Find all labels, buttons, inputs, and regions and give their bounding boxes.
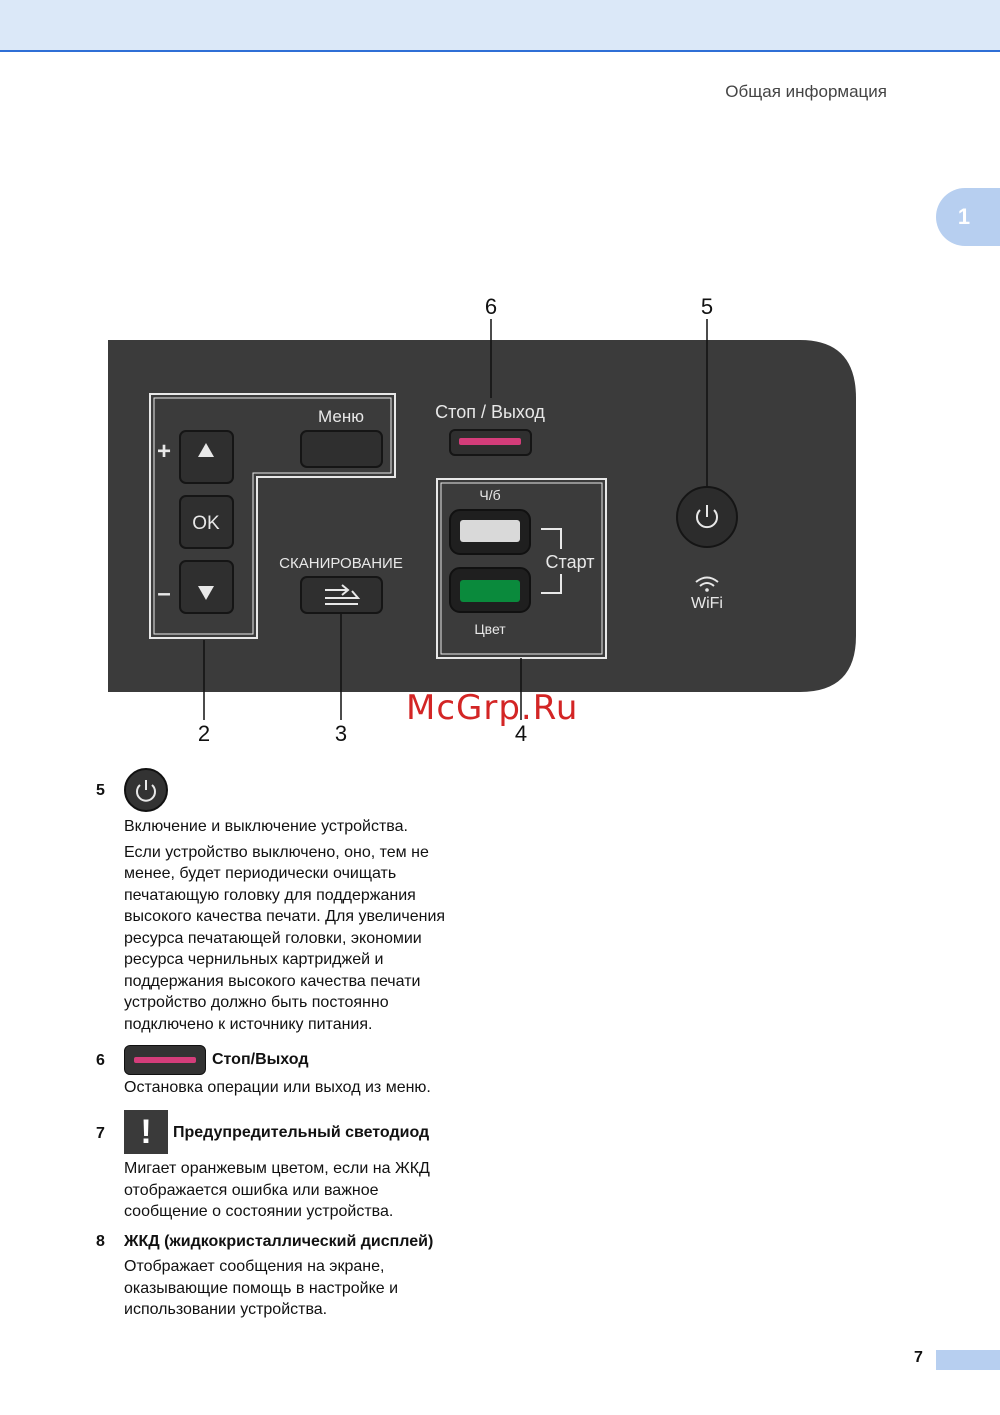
item-description (124, 816, 445, 1035)
color-label: Цвет (474, 621, 506, 637)
callout-3: 3 (334, 721, 348, 746)
watermark: McGrp.Ru (406, 688, 579, 728)
top-banner (0, 0, 1000, 52)
desc-line: менее, будет периодически очищать (124, 865, 397, 882)
scan-button (301, 577, 382, 613)
power-icon (124, 768, 168, 812)
desc-line: устройство должно быть постоянно (124, 994, 389, 1011)
warning-icon: ! (124, 1110, 168, 1154)
item-number: 6 (96, 1052, 105, 1069)
item-description (124, 1256, 398, 1321)
desc-line: Включение и выключение устройства. (124, 818, 408, 835)
wifi-label: WiFi (691, 595, 723, 612)
desc-line: Мигает оранжевым цветом, если на ЖКД (124, 1160, 430, 1177)
desc-line: сообщение о состоянии устройства. (124, 1203, 394, 1220)
control-panel-diagram (100, 290, 870, 750)
desc-line: поддержания высокого качества печати (124, 972, 421, 990)
desc-line: высокого качества печати. Для увеличения (124, 908, 446, 925)
item-number: 5 (96, 782, 105, 799)
mono-label: Ч/б (479, 487, 501, 503)
item-title: Стоп/Выход (212, 1051, 309, 1068)
stop-key-icon (124, 1045, 206, 1075)
desc-line: ресурса чернильных картриджей и (124, 951, 384, 968)
desc-line: Отображает сообщения на экране, (124, 1258, 385, 1275)
callout-2: 2 (197, 721, 211, 746)
callout-5: 5 (700, 294, 714, 319)
desc-line: подключено к источнику питания. (124, 1015, 373, 1033)
section-header: Общая информация (725, 82, 887, 101)
item-description (124, 1158, 430, 1223)
item-title: Предупредительный светодиод (173, 1124, 430, 1141)
item-number: 7 (96, 1125, 105, 1142)
item-title: ЖКД (жидкокристаллический дисплей) (124, 1233, 434, 1250)
page-number: 7 (914, 1349, 923, 1366)
item-description (124, 1077, 431, 1099)
minus-label: – (157, 580, 171, 607)
stop-label: Стоп / Выход (435, 402, 545, 422)
mono-button-face (460, 520, 520, 542)
callout-6: 6 (484, 294, 498, 319)
start-label: Старт (545, 552, 595, 572)
desc-line: ресурса печатающей головки, экономии (124, 929, 422, 947)
desc-line: Если устройство выключено, оно, тем не (124, 843, 429, 861)
desc-line: отображается ошибка или важное (124, 1181, 379, 1199)
page-tab (936, 1350, 1000, 1370)
desc-line: Остановка операции или выход из меню. (124, 1079, 431, 1096)
menu-label: Меню (318, 407, 364, 426)
desc-line: использовании устройства. (124, 1301, 328, 1318)
chapter-tab: 1 (936, 188, 1000, 246)
desc-line: оказывающие помощь в настройке и (124, 1279, 399, 1297)
menu-button (301, 431, 382, 467)
item-number: 8 (96, 1233, 105, 1250)
ok-label: OK (192, 513, 220, 534)
stop-led (459, 438, 521, 445)
plus-label: + (156, 438, 172, 465)
color-button-face (460, 580, 520, 602)
desc-line: печатающую головку для поддержания (124, 886, 416, 904)
scan-label: СКАНИРОВАНИЕ (279, 555, 403, 572)
callout-4: 4 (514, 721, 528, 746)
